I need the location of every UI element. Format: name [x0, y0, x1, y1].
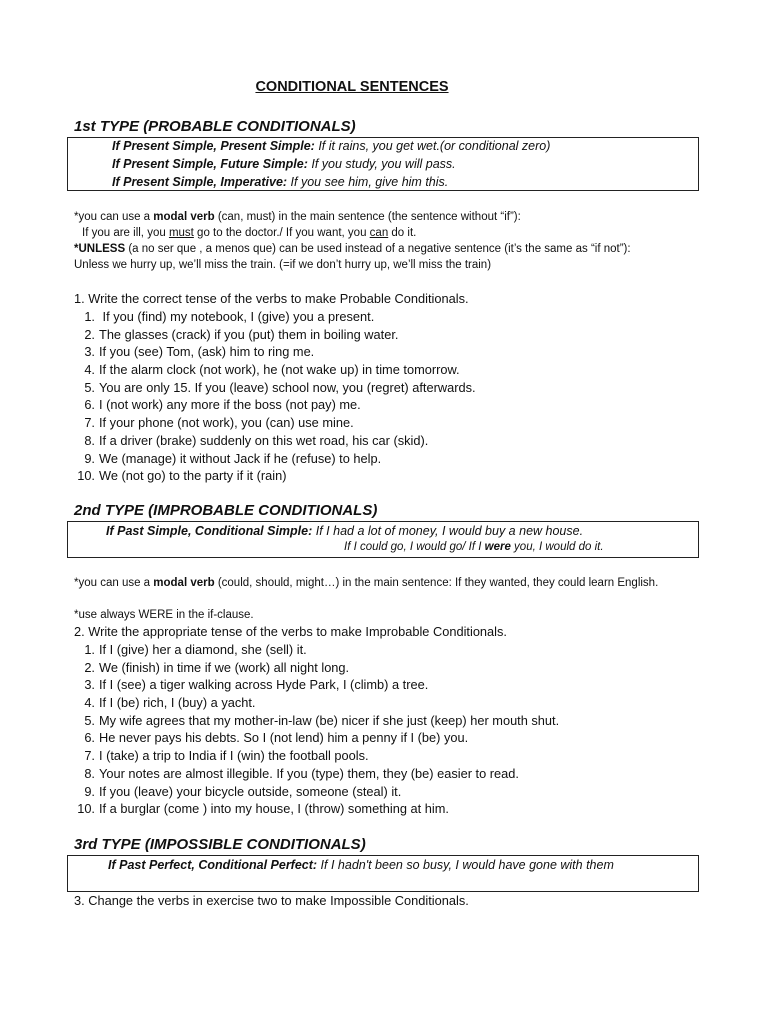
rule-box-type3	[67, 855, 699, 892]
rule-form: If Past Simple, Conditional Simple:	[106, 524, 313, 538]
exercise-item	[74, 800, 559, 818]
rule-line: If I could go, I would go/ If I were you, I would do it.	[344, 541, 604, 553]
exercise-item-text: If I (be) rich, I (buy) a yacht.	[99, 695, 256, 711]
rule-example: If I had a lot of money, I would buy a new house.	[312, 524, 584, 538]
exercise-list-2	[74, 641, 559, 818]
exercise-item-number: 8.	[84, 765, 95, 781]
exercise-item-text: He never pays his debts. So I (not lend) him a penny if I (be) you.	[99, 730, 469, 746]
rule-form: If Present Simple, Present Simple:	[112, 139, 315, 153]
note-were: *use always WERE in the if-clause.	[74, 609, 254, 621]
rule-example: If you study, you will pass.	[307, 157, 456, 171]
exercise-list-1	[74, 308, 476, 485]
exercise-item-text: If I (see) a tiger walking across Hyde Park, I (climb) a tree.	[99, 677, 429, 693]
exercise-item-text: We (manage) it without Jack if he (refuse) to help.	[99, 450, 382, 466]
rule-example: If it rains, you get wet.(or conditional zero)	[314, 139, 551, 153]
exercise-item	[74, 432, 476, 450]
note-modal-verb: *you can use a modal verb (can, must) in the main sentence (the sentence without “if”):	[74, 211, 521, 223]
rule-box-type1	[67, 137, 699, 191]
exercise-item	[74, 396, 476, 414]
exercise-item	[74, 361, 476, 379]
exercise-item-number: 10.	[77, 801, 95, 817]
exercise-item-text: If you (find) my notebook, I (give) you a present.	[99, 309, 375, 324]
exercise-item	[74, 729, 559, 747]
exercise-item-number: 2.	[84, 659, 95, 675]
exercise-item-text: If I (give) her a diamond, she (sell) it.	[99, 642, 307, 657]
exercise-item-number: 5.	[84, 379, 95, 395]
exercise-item-number: 7.	[84, 748, 95, 764]
exercise-item-number: 2.	[84, 326, 95, 342]
exercise-item-text: Your notes are almost illegible. If you (type) them, they (be) easier to read.	[99, 765, 519, 781]
exercise-item-text: You are only 15. If you (leave) school now, you (regret) afterwards.	[99, 379, 476, 395]
rule-line	[106, 524, 583, 538]
note-modal-example: If you are ill, you must go to the doctor./ If you want, you can do it.	[82, 227, 417, 239]
exercise-item	[74, 467, 476, 485]
exercise-heading-1: 1. Write the correct tense of the verbs to make Probable Conditionals.	[74, 291, 469, 306]
rule-example: If I hadn't been so busy, I would have gone with them	[317, 858, 614, 872]
exercise-item-text: If a driver (brake) suddenly on this wet road, his car (skid).	[99, 432, 429, 448]
rule-line	[112, 157, 456, 171]
exercise-item-text: If the alarm clock (not work), he (not wake up) in time tomorrow.	[99, 362, 460, 378]
exercise-item-text: We (finish) in time if we (work) all night long.	[99, 659, 350, 675]
exercise-item-text: I (take) a trip to India if I (win) the football pools.	[99, 748, 369, 764]
exercise-item-number: 9.	[84, 450, 95, 466]
exercise-item-text: If a burglar (come ) into my house, I (throw) something at him.	[99, 801, 449, 817]
section-heading-type1: 1st TYPE (PROBABLE CONDITIONALS)	[74, 118, 356, 135]
exercise-item-number: 1.	[84, 642, 95, 657]
exercise-item-number: 8.	[84, 432, 95, 448]
exercise-item	[74, 343, 476, 361]
exercise-item-number: 1.	[84, 309, 95, 324]
exercise-item-text: If your phone (not work), you (can) use mine.	[99, 415, 354, 431]
exercise-item-number: 9.	[84, 783, 95, 799]
exercise-item-number: 7.	[84, 415, 95, 431]
page-title: CONDITIONAL SENTENCES	[255, 79, 449, 95]
exercise-item	[74, 326, 476, 344]
section-heading-type3: 3rd TYPE (IMPOSSIBLE CONDITIONALS)	[74, 836, 366, 853]
exercise-item	[74, 676, 559, 694]
exercise-item	[74, 765, 559, 783]
rule-form: If Present Simple, Future Simple:	[112, 157, 308, 171]
exercise-item	[74, 659, 559, 677]
exercise-item-text: My wife agrees that my mother-in-law (be) nicer if she just (keep) her mouth shut.	[99, 712, 560, 728]
exercise-item	[74, 712, 559, 730]
rule-box-type2	[67, 521, 699, 558]
exercise-item	[74, 379, 476, 397]
exercise-heading-3: 3. Change the verbs in exercise two to make Impossible Conditionals.	[74, 893, 469, 908]
exercise-item-number: 3.	[84, 677, 95, 693]
exercise-item-number: 3.	[84, 344, 95, 360]
exercise-item-text: If you (leave) your bicycle outside, someone (steal) it.	[99, 783, 402, 799]
rule-example: If you see him, give him this.	[287, 175, 449, 189]
exercise-item	[74, 747, 559, 765]
exercise-item	[74, 414, 476, 432]
rule-form: If Past Perfect, Conditional Perfect:	[108, 858, 318, 872]
exercise-item-text: If you (see) Tom, (ask) him to ring me.	[99, 344, 315, 360]
exercise-item-text: The glasses (crack) if you (put) them in boiling water.	[99, 326, 399, 342]
note-modal-verb-2: *you can use a modal verb (could, should, might…) in the main sentence: If they wanted, they could learn English.	[74, 577, 659, 589]
rule-form: If Present Simple, Imperative:	[112, 175, 288, 189]
exercise-item-number: 6.	[84, 397, 95, 413]
note-unless: *UNLESS (a no ser que , a menos que) can be used instead of a negative sentence (it’s the same as “if not”):	[74, 243, 631, 255]
exercise-item	[74, 308, 476, 326]
note-unless-example: Unless we hurry up, we’ll miss the train. (=if we don’t hurry up, we’ll miss the train)	[74, 259, 492, 271]
exercise-item	[74, 450, 476, 468]
exercise-item-number: 4.	[84, 695, 95, 711]
rule-line	[112, 175, 448, 189]
exercise-item	[74, 694, 559, 712]
exercise-heading-2: 2. Write the appropriate tense of the verbs to make Improbable Conditionals.	[74, 624, 507, 639]
exercise-item-number: 10.	[77, 468, 95, 484]
rule-line	[112, 139, 550, 153]
rule-line	[108, 858, 614, 872]
exercise-item	[74, 641, 559, 659]
section-heading-type2: 2nd TYPE (IMPROBABLE CONDITIONALS)	[74, 502, 378, 519]
exercise-item-number: 5.	[84, 712, 95, 728]
exercise-item	[74, 783, 559, 801]
exercise-item-number: 6.	[84, 730, 95, 746]
exercise-item-text: I (not work) any more if the boss (not pay) me.	[99, 397, 361, 413]
exercise-item-number: 4.	[84, 362, 95, 378]
exercise-item-text: We (not go) to the party if it (rain)	[99, 468, 287, 484]
